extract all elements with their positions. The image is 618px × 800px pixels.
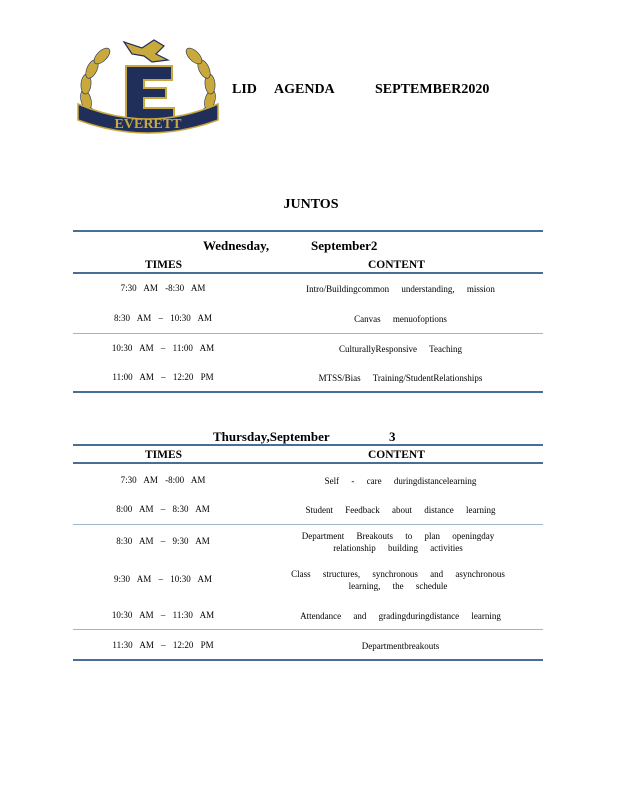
row-content: Attendance and gradingduringdistance learning (300, 611, 501, 621)
day-label: Wednesday, (203, 238, 270, 253)
logo-text: EVERETT (114, 117, 182, 132)
row-content: Student Feedback about distance learning (305, 505, 496, 515)
row-content: Intro/Buildingcommon understanding, mission (306, 284, 495, 294)
col-times: TIMES (145, 449, 183, 461)
date-label: September2 (311, 238, 378, 253)
row-content: Canvas menuofoptions (354, 314, 447, 324)
header-month: SEPTEMBER2020 (375, 82, 490, 97)
header-rule (73, 462, 543, 464)
row-content: CulturallyResponsive Teaching (339, 344, 462, 354)
row-divider (73, 629, 543, 630)
header-lid: LID (232, 82, 257, 97)
row-time: 8:00 AM – 8:30 AM (116, 504, 210, 514)
col-content: CONTENT (368, 259, 425, 271)
row-time: 7:30 AM -8:00 AM (120, 475, 206, 485)
date-label: 3 (389, 429, 396, 444)
row-divider (73, 333, 543, 334)
col-times: TIMES (145, 259, 183, 271)
header-rule (73, 272, 543, 274)
row-content: Self - care duringdistancelearning (324, 476, 477, 486)
row-time: 8:30 AM – 9:30 AM (116, 536, 210, 546)
row-time: 9:30 AM – 10:30 AM (113, 574, 212, 584)
col-content: CONTENT (368, 449, 425, 461)
row-time: 10:30 AM – 11:00 AM (111, 343, 215, 353)
row-time: 7:30 AM -8:30 AM (120, 283, 206, 293)
header-agenda: AGENDA (274, 82, 335, 97)
table-bottom-rule (73, 659, 543, 661)
table-top-rule (73, 230, 543, 232)
row-content: Department Breakouts to plan openingday relationship building activities (301, 531, 495, 553)
row-content: Class structures, synchronous and asynchronous learning, the schedule (291, 569, 505, 591)
row-content: MTSS/Bias Training/StudentRelationships (318, 373, 483, 383)
row-time: 11:00 AM – 12:20 PM (112, 372, 214, 382)
table-top-rule (73, 444, 543, 446)
row-time: 11:30 AM – 12:20 PM (112, 640, 214, 650)
row-content: Departmentbreakouts (361, 641, 440, 651)
table-bottom-rule (73, 391, 543, 393)
everett-logo (72, 34, 224, 146)
day-label: Thursday,September (213, 429, 330, 444)
row-divider (73, 524, 543, 525)
row-time: 10:30 AM – 11:30 AM (111, 610, 215, 620)
subtitle: JUNTOS (283, 197, 339, 212)
row-time: 8:30 AM – 10:30 AM (113, 313, 212, 323)
